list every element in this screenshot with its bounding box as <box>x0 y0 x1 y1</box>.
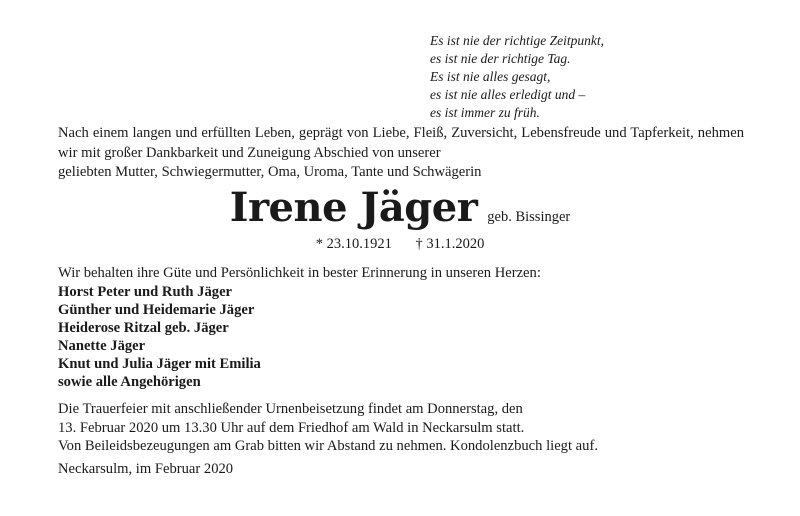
intro-line: Nach einem langen und erfüllten Leben, geprägt von Liebe, Fleiß, Zuversicht, Lebensfreude <box>58 125 605 141</box>
deceased-name: Irene Jäger <box>229 184 478 231</box>
family-list <box>58 283 261 391</box>
family-member: Günther und Heidemarie Jäger <box>58 302 255 318</box>
funeral-info-line: 13. Februar 2020 um 13.30 Uhr auf dem Friedhof am Wald in Neckarsulm statt. <box>58 419 525 436</box>
birth-name: geb. Bissinger <box>487 209 571 225</box>
memory-line: Wir behalten ihre Güte und Persönlichkeit in bester Erinnerung in unseren Herzen: <box>58 265 541 281</box>
intro-line: geliebten Mutter, Schwiegermutter, Oma, Uroma, Tante und Schwägerin <box>58 164 482 180</box>
deceased-name-row <box>0 184 800 231</box>
poem-line: es ist immer zu früh. <box>430 105 540 120</box>
family-member: sowie alle Angehörigen <box>58 374 201 390</box>
intro-paragraph <box>58 124 744 183</box>
family-member: Nanette Jäger <box>58 338 146 354</box>
funeral-info <box>58 400 598 456</box>
poem-line: es ist nie der richtige Tag. <box>430 51 571 66</box>
poem <box>430 32 604 122</box>
poem-line: Es ist nie der richtige Zeitpunkt, <box>430 33 604 48</box>
family-member: Horst Peter und Ruth Jäger <box>58 284 233 300</box>
intro-line: und Tapferkeit, nehmen wir mit großer Dankbarkeit und Zuneigung Abschied von unserer <box>58 125 744 161</box>
poem-line: Es ist nie alles gesagt, <box>430 69 551 84</box>
funeral-info-line: Die Trauerfeier mit anschließender Urnenbeisetzung findet am Donnerstag, den <box>58 401 523 417</box>
place-date: Neckarsulm, im Februar 2020 <box>58 461 234 477</box>
family-member: Knut und Julia Jäger mit Emilia <box>58 356 261 372</box>
family-member: Heiderose Ritzal geb. Jäger <box>58 320 229 336</box>
funeral-info-line: Von Beileidsbezeugungen am Grab bitten wir Abstand zu nehmen. Kondolenzbuch liegt auf. <box>58 438 598 454</box>
life-dates <box>0 236 800 253</box>
poem-line: es ist nie alles erledigt und – <box>430 87 586 102</box>
birth-date: * 23.10.1921 <box>315 236 392 252</box>
death-date: † 31.1.2020 <box>415 236 485 252</box>
